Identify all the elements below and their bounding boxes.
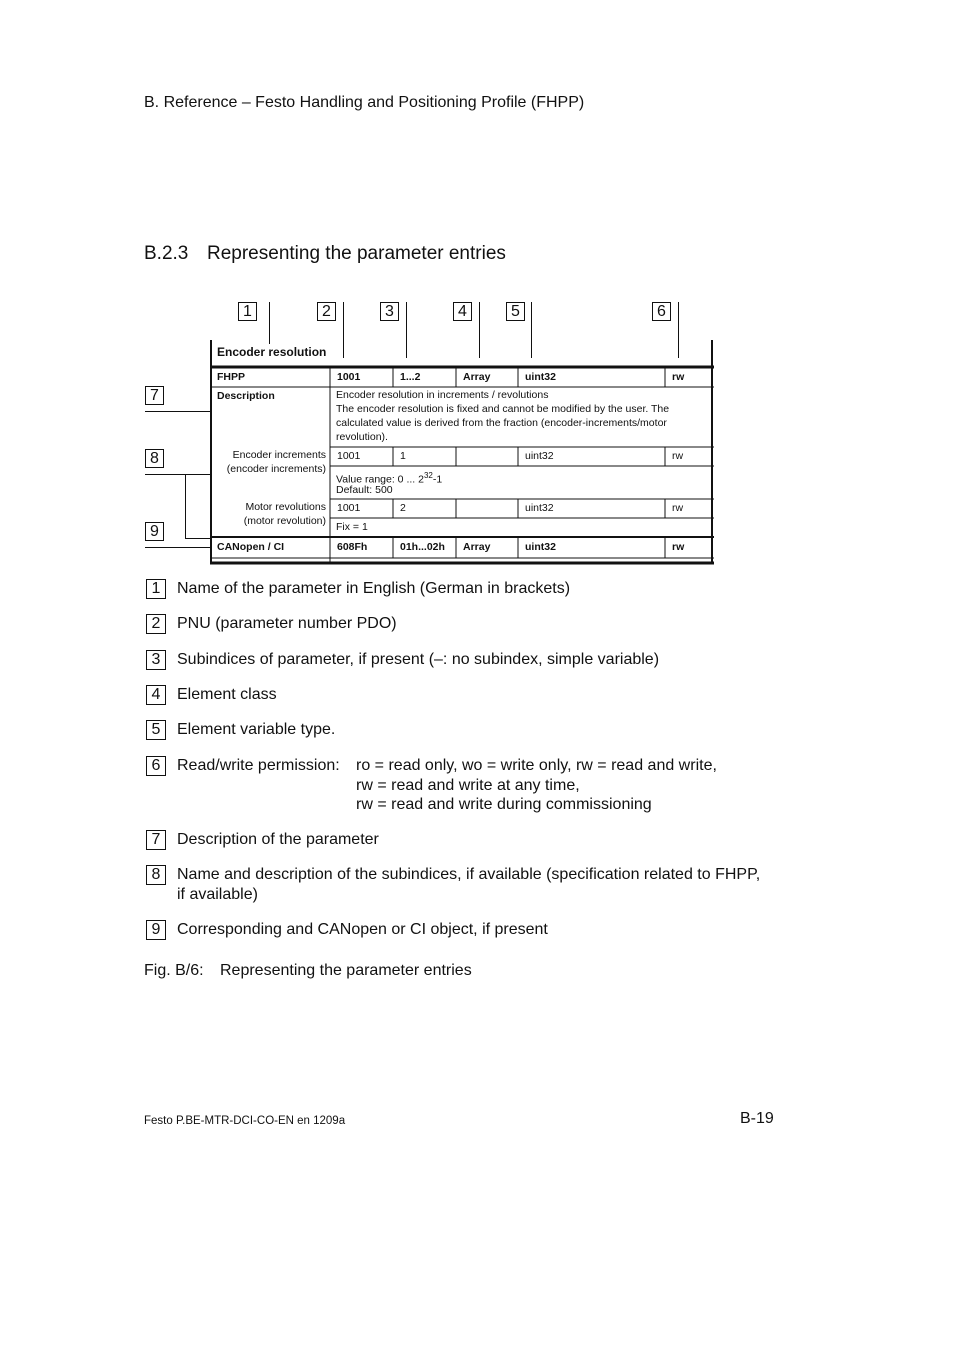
figure-caption	[144, 962, 472, 980]
sub2-subindex: 2	[400, 502, 406, 514]
figure-title: Representing the parameter entries	[220, 962, 472, 979]
legend-number: 6	[146, 756, 166, 776]
description-line: revolution).	[336, 431, 388, 443]
canopen-access: rw	[672, 541, 685, 553]
subindex-1-name: Encoder increments	[232, 449, 326, 461]
section-heading	[144, 243, 506, 265]
description-label: Description	[217, 390, 275, 402]
value-range-text: Value range: 0 ... 2	[336, 473, 424, 486]
legend-number: 3	[146, 650, 166, 670]
fhpp-pnu: 1001	[337, 371, 361, 383]
canopen-index: 608Fh	[337, 541, 368, 553]
legend-number: 2	[146, 614, 166, 634]
legend-text: Corresponding and CANopen or CI object, if present	[177, 921, 548, 938]
fhpp-class: Array	[463, 371, 491, 383]
leader-line	[269, 302, 270, 344]
sub2-fix: Fix = 1	[336, 521, 368, 533]
legend-text: PNU (parameter number PDO)	[177, 615, 397, 632]
legend-text: Element variable type.	[177, 721, 336, 738]
leader-line	[145, 411, 211, 412]
value-range-suffix: -1	[432, 473, 443, 486]
section-number: B.2.3	[144, 243, 189, 264]
legend-text: Description of the parameter	[177, 831, 379, 848]
leader-line	[145, 547, 211, 548]
canopen-label: CANopen / CI	[217, 541, 285, 553]
subindex-2-name: Motor revolutions	[245, 501, 326, 513]
description-line: calculated value is derived from the fraction (encoder-increments/motor	[336, 417, 667, 429]
sub1-default: Default: 500	[336, 484, 393, 496]
legend-detail: rw = read and write during commissioning	[356, 796, 652, 813]
legend-number: 8	[146, 865, 166, 885]
fhpp-label: FHPP	[217, 371, 246, 383]
description-text	[336, 388, 708, 444]
canopen-subindex: 01h...02h	[400, 541, 445, 553]
fhpp-type: uint32	[525, 371, 556, 383]
legend-number: 5	[146, 720, 166, 740]
leader-line	[185, 538, 211, 539]
leader-line	[185, 474, 186, 539]
description-line: Encoder resolution in increments / revolutions	[336, 389, 549, 401]
callout-8: 8	[145, 449, 164, 468]
fhpp-subindex: 1...2	[400, 371, 421, 383]
description-line: The encoder resolution is fixed and cannot be modified by the user. The	[336, 403, 670, 415]
legend-number: 9	[146, 920, 166, 940]
callout-9: 9	[145, 522, 164, 541]
sub1-access: rw	[672, 450, 684, 462]
sub1-pnu: 1001	[337, 450, 361, 462]
callout-5: 5	[506, 302, 525, 321]
parameter-name: Encoder resolution	[217, 345, 327, 359]
sub1-type: uint32	[525, 450, 554, 462]
canopen-class: Array	[463, 541, 491, 553]
subindex-1-name-de: (encoder increments)	[226, 463, 326, 475]
sub2-type: uint32	[525, 502, 554, 514]
canopen-type: uint32	[525, 541, 556, 553]
subindex-2-label	[210, 500, 326, 528]
running-header: B. Reference – Festo Handling and Positioning Profile (FHPP)	[144, 94, 585, 111]
figure-label: Fig. B/6:	[144, 962, 204, 979]
callout-3: 3	[380, 302, 399, 321]
legend-number: 7	[146, 830, 166, 850]
section-title: Representing the parameter entries	[207, 243, 506, 264]
sub1-subindex: 1	[400, 450, 406, 462]
callout-2: 2	[317, 302, 336, 321]
legend-text: Read/write permission:	[177, 757, 340, 774]
legend-number: 4	[146, 685, 166, 705]
page-number: B-19	[740, 1110, 774, 1127]
subindex-2-name-de: (motor revolution)	[243, 515, 326, 527]
legend-detail: rw = read and write at any time,	[356, 777, 580, 794]
callout-6: 6	[652, 302, 671, 321]
legend-text: Element class	[177, 686, 277, 703]
sub2-pnu: 1001	[337, 502, 361, 514]
callout-1: 1	[238, 302, 257, 321]
legend-number: 1	[146, 579, 166, 599]
legend-text: Subindices of parameter, if present (–: no subindex, simple variable)	[177, 651, 660, 668]
legend-text: Name of the parameter in English (German in brackets)	[177, 580, 571, 597]
legend-detail: ro = read only, wo = write only, rw = read and write,	[356, 757, 717, 774]
legend-text-continued: if available)	[177, 886, 258, 903]
callout-4: 4	[453, 302, 472, 321]
callout-7: 7	[145, 386, 164, 405]
fhpp-access: rw	[672, 371, 685, 383]
leader-line	[145, 474, 211, 475]
legend-text: Name and description of the subindices, if available (specification related to FHPP,	[177, 866, 761, 883]
subindex-1-label	[210, 448, 326, 476]
footer-document-id: Festo P.BE-MTR-DCI-CO-EN en 1209a	[144, 1115, 346, 1127]
sub2-access: rw	[672, 502, 684, 514]
value-range-exponent: 32	[423, 471, 433, 480]
